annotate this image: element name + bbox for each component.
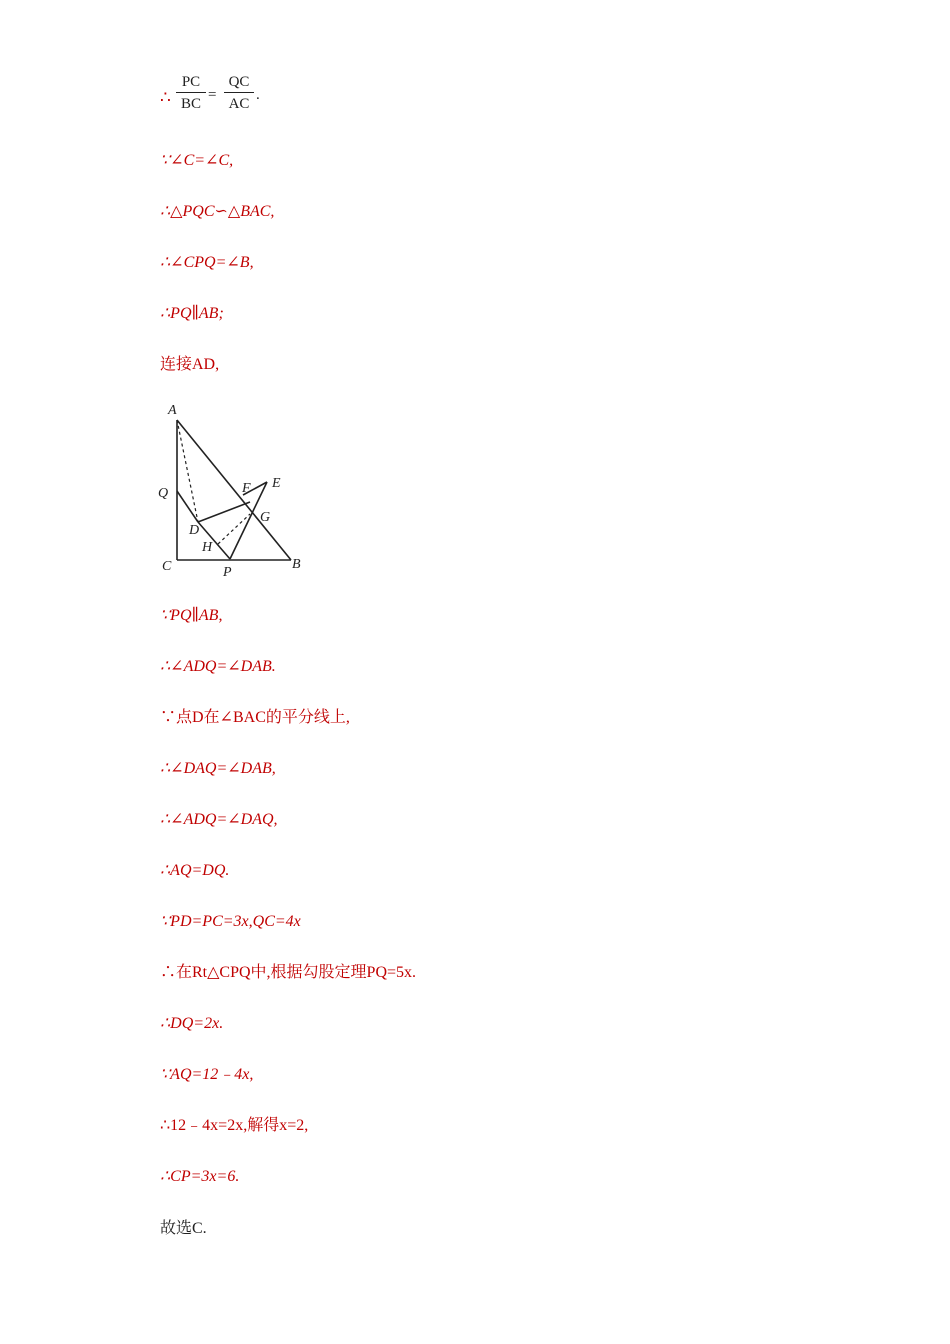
- proof-line: ∴∠ADQ=∠DAQ,: [160, 811, 278, 828]
- fraction-qc-ac: [224, 72, 254, 113]
- period: .: [256, 87, 260, 103]
- proof-line: ∴∠CPQ=∠B,: [160, 254, 254, 271]
- proof-line: ∵点D在∠BAC的平分线上,: [160, 709, 350, 726]
- geometry-figure: [152, 396, 312, 582]
- proof-line: 连接AD,: [160, 356, 220, 373]
- therefore-symbol: ∴: [160, 88, 171, 107]
- fraction-denominator: AC: [228, 96, 250, 112]
- label-b: B: [292, 557, 301, 572]
- answer-conclusion: 故选C.: [160, 1220, 207, 1237]
- label-p: P: [223, 565, 232, 580]
- segment-dg: [198, 502, 250, 522]
- proof-line: ∴在Rt△CPQ中,根据勾股定理PQ=5x.: [160, 964, 417, 981]
- segment-qd: [177, 491, 198, 522]
- proof-line: ∵PD=PC=3x,QC=4x: [160, 913, 301, 930]
- proof-line: ∴CP=3x=6.: [160, 1168, 240, 1185]
- label-f: F: [242, 481, 251, 496]
- label-c: C: [162, 559, 172, 574]
- proof-line: ∵AQ=12﹣4x,: [160, 1066, 254, 1083]
- label-q: Q: [158, 486, 169, 501]
- label-g: G: [260, 510, 271, 525]
- proof-line: ∴∠ADQ=∠DAB.: [160, 658, 276, 675]
- proof-line: ∴△PQC∽△BAC,: [160, 203, 275, 220]
- label-h: H: [202, 540, 213, 555]
- proof-line: ∴∠DAQ=∠DAB,: [160, 760, 276, 777]
- proof-line: ∵∠C=∠C,: [160, 152, 234, 169]
- fraction-pc-bc: [176, 72, 206, 113]
- fraction-numerator: QC: [224, 72, 254, 93]
- proof-line: ∴DQ=2x.: [160, 1015, 224, 1032]
- proof-line: ∴AQ=DQ.: [160, 862, 230, 879]
- proof-line: ∵PQ∥AB,: [160, 607, 223, 624]
- proof-line: ∴12﹣4x=2x,解得x=2,: [160, 1117, 309, 1134]
- triangle-diagram: [152, 396, 312, 582]
- label-d: D: [189, 523, 200, 538]
- label-e: E: [272, 476, 281, 491]
- equals-sign: =: [208, 87, 217, 103]
- proof-line: ∴PQ∥AB;: [160, 305, 224, 322]
- fraction-denominator: BC: [180, 96, 201, 112]
- label-a: A: [168, 403, 177, 418]
- fraction-numerator: PC: [176, 72, 206, 93]
